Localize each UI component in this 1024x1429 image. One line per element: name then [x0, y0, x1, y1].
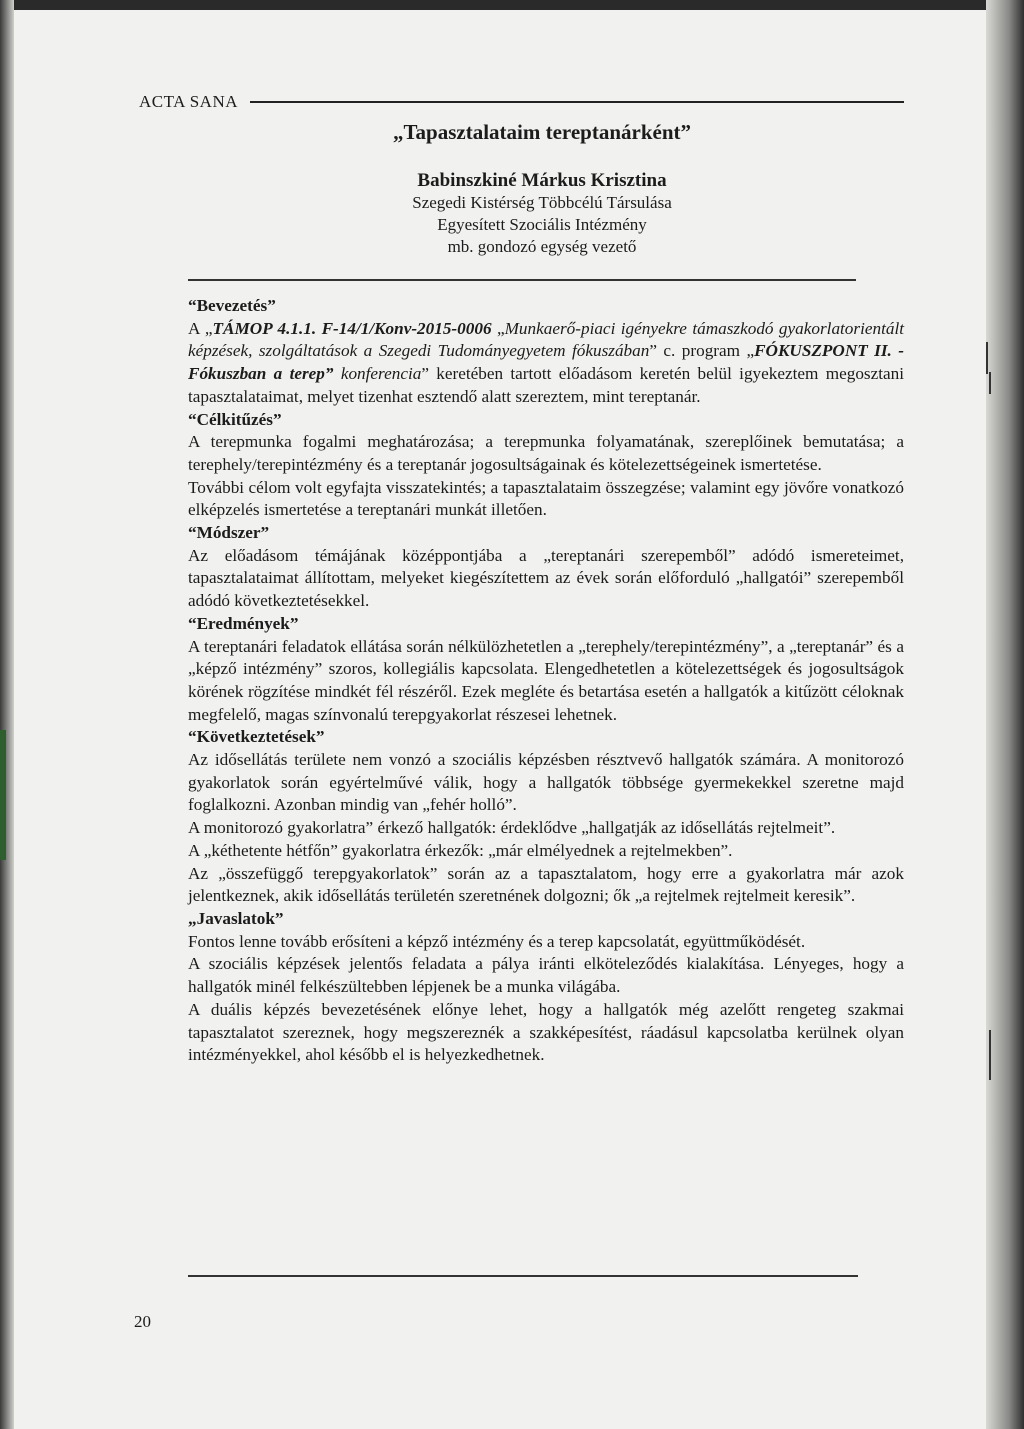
section-heading-intro: “Bevezetés” [188, 296, 276, 315]
proposals-paragraph-1: Fontos lenne tovább erősíteni a képző intézmény és a terep kapcsolatát, együttműködését. [188, 931, 806, 951]
conclusions-paragraph-1: Az idősellátás területe nem vonzó a szociális képzésben résztvevő hallgatók számára. A monitorozó gyakorlatok során egyértelművé válik, hogy a hallgatók többsége gyermekekkel szeretne majd foglalkozni. Azonban mindig van „fehér holló”. [188, 750, 904, 815]
header-rule [250, 101, 904, 103]
conclusions-paragraph-2: A monitorozó gyakorlatra” érkező hallgatók: érdeklődve „hallgatják az idősellátás rejtelmeit”. [188, 818, 836, 838]
margin-mark-top [986, 342, 988, 374]
method-paragraph: Az előadásom témájának középpontjába a „tereptanári szerepemből” adódó ismereteimet, tapasztalataimat állítottam, melyeket kiegészítettem az évek során előforduló „hallgatói” szerepemből adódó következtetésekkel. [188, 545, 904, 611]
section-heading-goal: “Célkitűzés” [188, 409, 282, 429]
proposals-paragraph-2: A szociális képzések jelentős feladata a pálya iránti elköteleződés kialakítása. Lényeges, hogy a hallgatók minél felkészültebben lépjenek be a munka világába. [188, 954, 904, 997]
results-paragraph: A tereptanári feladatok ellátása során nélkülözhetetlen a „terephely/terepintézmény”, a „tereptanár” és a „képző intézmény” szoros, kollegiális kapcsolata. Elengedhetetlen a kötelezettségek és jogosultságok körének rögzítése mindkét fél részéről. Ezek megléte és betartása esetén a hallgatók a kitűzött céloknak megfelelő, magas színvonalú terepgyakorlat részesei lehetnek. [188, 636, 904, 724]
affiliation-line-2: Egyesített Szociális Intézmény [437, 215, 647, 234]
scan-border-left [0, 0, 14, 1429]
page-number: 20 [134, 1312, 151, 1331]
intro-project-title: Munkaerő-piaci igényekre támaszkodó gyakorlatorientált képzések, szolgáltatások a Szegedi Tudományegyetem fókuszában [188, 318, 905, 361]
intro-conference-word: konferencia [340, 364, 422, 384]
affiliation-line-1: Szegedi Kistérség Többcélú Társulása [412, 193, 672, 212]
title-rule [188, 279, 856, 281]
scan-border-top [0, 0, 1024, 10]
goal-paragraph-2: További célom volt egyfajta visszatekintés; a tapasztalataim összegzése; valamint egy jövőre vonatkozó elképzelés ismertetése a tereptanári munkát illetően. [188, 477, 904, 520]
article-body [188, 295, 904, 1067]
intro-text-d: ” [324, 364, 341, 384]
title-block [180, 108, 904, 258]
intro-program-name: FÓKUSZPONT II. - Fókuszban a terep [188, 341, 905, 384]
goal-paragraph-1: A terepmunka fogalmi meghatározása; a terepmunka folyamatának, szereplőinek bemutatása; a terephely/terepintézmény és a tereptanár jogosultságainak és kötelezettségeinek ismertetése. [188, 432, 904, 474]
intro-project-code: TÁMOP 4.1.1. F-14/1/Konv-2015-0006 [212, 318, 492, 338]
section-heading-proposals: „Javaslatok” [188, 908, 284, 928]
scan-border-right [986, 0, 1024, 1429]
green-tab-marker [0, 730, 6, 860]
intro-paragraph [188, 318, 904, 409]
section-heading-method: “Módszer” [188, 523, 270, 543]
affiliation-line-3: mb. gondozó egység vezető [447, 237, 637, 256]
margin-mark-top-2 [989, 372, 991, 394]
intro-text-a: A „ [188, 318, 213, 338]
proposals-paragraph-3: A duális képzés bevezetésének előnye lehet, hogy a hallgatók még azelőtt rengeteg szakmai tapasztalatot szereznek, hogy megszereznék a szakképesítést, ráadásul kapcsolatba kerülnek olyan intézményekkel, ahol később el is helyezkedhetnek. [188, 999, 904, 1065]
intro-text-e: ” keretében tartott előadásom keretén belül igyekeztem megosztani tapasztalataimat, melyet tizenhat esztendő alatt szereztem, mint tereptanár. [188, 364, 905, 406]
bottom-rule [188, 1275, 858, 1277]
conclusions-paragraph-3: A „kéthetente hétfőn” gyakorlatra érkezők: „már elmélyednek a rejtelmekben”. [188, 840, 733, 860]
article-title: „Tapasztalataim tereptanárként” [392, 120, 692, 144]
author-name: Babinszkiné Márkus Krisztina [417, 170, 667, 191]
margin-mark-bottom [989, 1030, 991, 1080]
journal-header: ACTA SANA [139, 92, 239, 111]
section-heading-results: “Eredmények” [188, 613, 299, 633]
intro-text-c: ” c. program „ [649, 341, 755, 361]
section-heading-conclusions: “Következtetések” [188, 727, 325, 747]
intro-text-b: „ [491, 318, 505, 338]
conclusions-paragraph-4: Az „összefüggő terepgyakorlatok” során az a tapasztalatom, hogy erre a gyakorlatra már azok jelentkeznek, akik idősellátás területén szeretnének dolgozni; ők „a rejtelmek rejtelmeit keresik”. [188, 863, 904, 906]
